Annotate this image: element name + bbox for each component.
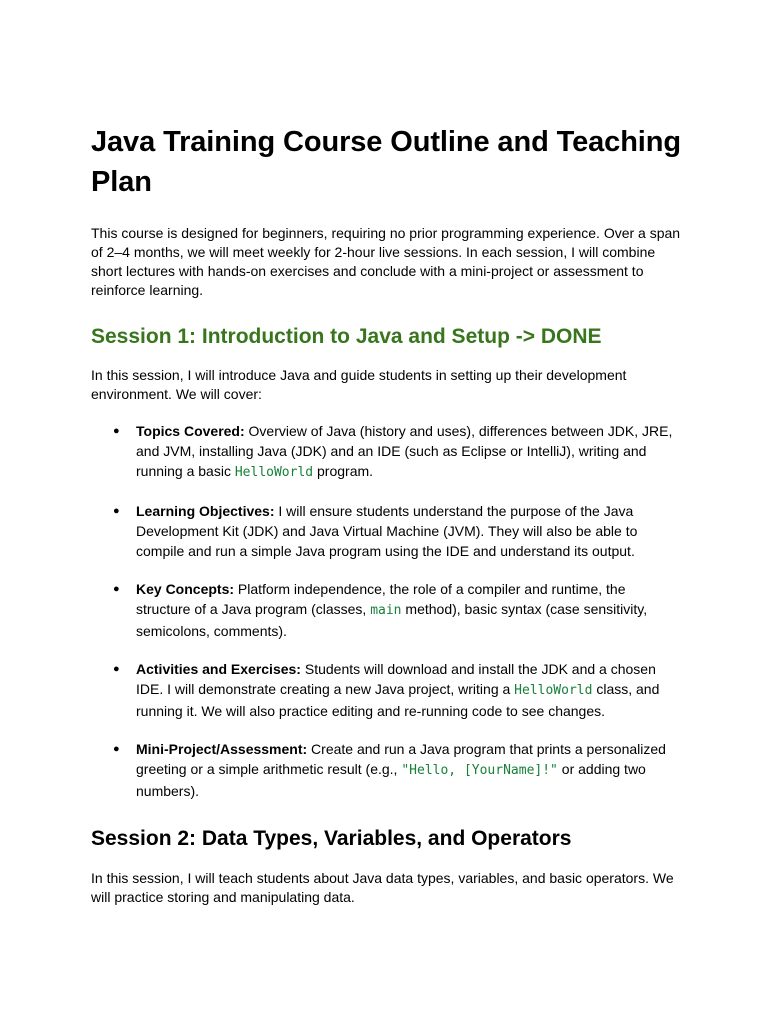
item-label: Learning Objectives:	[136, 503, 275, 519]
item-label: Topics Covered:	[136, 423, 245, 439]
list-item-key-concepts	[91, 579, 681, 641]
inline-code: HelloWorld	[514, 683, 593, 698]
session-2-heading: Session 2: Data Types, Variables, and Operators	[91, 827, 572, 850]
item-text-tail: program.	[313, 463, 374, 479]
session-1-intro: In this session, I will introduce Java and guide students in setting up their development environment. We will cover:	[91, 367, 627, 402]
bullet-icon: ●	[113, 505, 120, 517]
item-text-tail: or adding two numbers).	[136, 761, 646, 799]
bullet-icon: ●	[113, 663, 120, 675]
list-item-objectives	[91, 501, 681, 561]
inline-code: "Hello, [YourName]!"	[401, 763, 558, 778]
list-item-activities	[91, 659, 681, 721]
list-item-mini-project	[91, 739, 681, 801]
intro-paragraph: This course is designed for beginners, requiring no prior programming experience. Over a span of 2–4 months, we will meet weekly for 2-hour live sessions. In each session, I will combine short lectures with hands-on exercises and conclude with a mini-project or assessment to reinforce learning.	[91, 225, 681, 298]
item-label: Key Concepts:	[136, 581, 235, 597]
item-text: Students will download and install the JDK and a chosen IDE. I will demonstrate creating a new Java project, writing a	[136, 661, 656, 697]
item-text: Overview of Java (history and uses), differences between JDK, JRE, and JVM, installing Java (JDK) and an IDE (such as Eclipse or IntelliJ), writing and running a basic	[136, 423, 673, 479]
item-label: Mini-Project/Assessment:	[136, 741, 308, 757]
bullet-icon: ●	[113, 425, 120, 437]
session-2-intro: In this session, I will teach students about Java data types, variables, and basic operators. We will practice storing and manipulating data.	[91, 870, 674, 905]
inline-code: main	[370, 603, 402, 618]
inline-code: HelloWorld	[234, 465, 314, 480]
bullet-icon: ●	[113, 743, 120, 755]
item-text-tail: class, and running it. We will also practice editing and re-running code to see changes.	[136, 681, 660, 719]
session-1-list	[91, 421, 681, 801]
session-1-heading: Session 1: Introduction to Java and Setup -> DONE	[91, 325, 602, 348]
item-text: Create and run a Java program that prints a personalized greeting or a simple arithmetic result (e.g.,	[136, 741, 666, 777]
bullet-icon: ●	[113, 583, 120, 595]
item-text-tail: method), basic syntax (case sensitivity, semicolons, comments).	[136, 601, 648, 639]
item-text: I will ensure students understand the purpose of the Java Development Kit (JDK) and Java Virtual Machine (JVM). They will also be able to compile and run a simple Java program using the IDE and understand its output.	[136, 503, 638, 559]
item-label: Activities and Exercises:	[136, 661, 301, 677]
document-page	[91, 122, 681, 907]
item-text: Platform independence, the role of a compiler and runtime, the structure of a Java program (classes,	[136, 581, 626, 617]
list-item-topics	[91, 421, 681, 483]
document-title: Java Training Course Outline and Teaching Plan	[91, 126, 681, 198]
